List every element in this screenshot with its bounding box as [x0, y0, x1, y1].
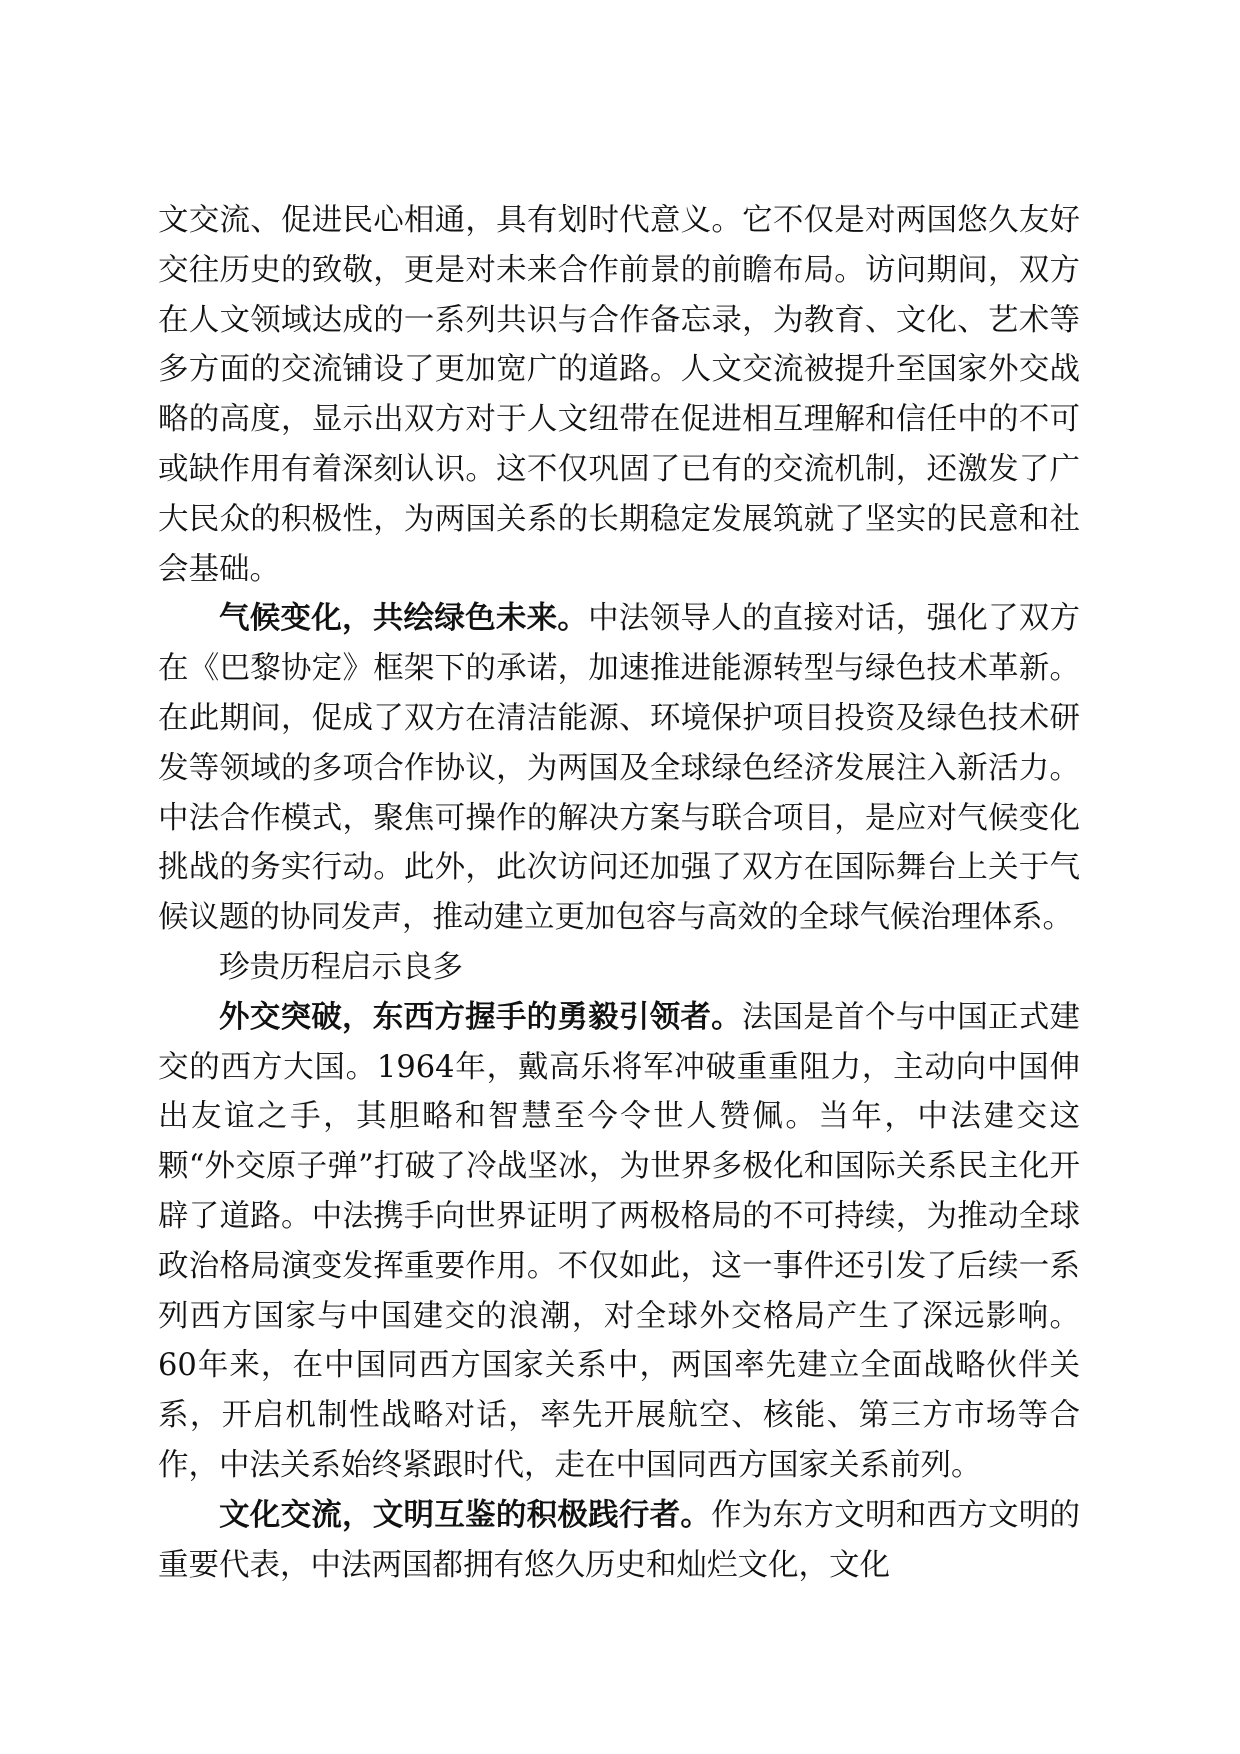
section-heading: 珍贵历程启示良多: [219, 949, 463, 985]
document-page: [158, 196, 1080, 1590]
paragraph-lead-bold: 外交突破，东西方握手的勇毅引领者。: [219, 998, 742, 1035]
paragraph-text: 法国是首个与中国正式建交的西方大国。1964年，戴高乐将军冲破重重阻力，主动向中国伸出友谊之手，其胆略和智慧至今令世人赞佩。当年，中法建交这颗“外交原子弹”打破了冷战坚冰，为世界多极化和国际关系民主化开辟了道路。中法携手向世界证明了两极格局的不可持续，为推动全球政治格局演变发挥重要作用。不仅如此，这一事件还引发了后续一系列西方国家与中国建交的浪潮，对全球外交格局产生了深远影响。60年来，在中国同西方国家关系中，两国率先建立全面战略伙伴关系，开启机制性战略对话，率先开展航空、核能、第三方市场等合作，中法关系始终紧跟时代，走在中国同西方国家关系前列。: [158, 999, 1080, 1483]
body-paragraph-diplomacy: [158, 993, 1080, 1491]
paragraph-lead-bold: 气候变化，共绘绿色未来。: [219, 600, 589, 637]
body-paragraph-continuation: [158, 196, 1080, 594]
body-paragraph-culture: [158, 1491, 1080, 1591]
paragraph-lead-bold: 文化交流，文明互鉴的积极践行者。: [219, 1496, 712, 1533]
body-paragraph-climate: [158, 594, 1080, 943]
paragraph-text: 中法领导人的直接对话，强化了双方在《巴黎协定》框架下的承诺，加速推进能源转型与绿色技术革新。在此期间，促成了双方在清洁能源、环境保护项目投资及绿色技术研发等领域的多项合作协议，为两国及全球绿色经济发展注入新活力。中法合作模式，聚焦可操作的解决方案与联合项目，是应对气候变化挑战的务实行动。此外，此次访问还加强了双方在国际舞台上关于气候议题的协同发声，推动建立更加包容与高效的全球气候治理体系。: [158, 601, 1081, 936]
paragraph-text: 作为东方文明和西方文明的重要代表，中法两国都拥有悠久历史和灿烂文化，文化: [158, 1497, 1081, 1583]
paragraph-text: 文交流、促进民心相通，具有划时代意义。它不仅是对两国悠久友好交往历史的致敬，更是对未来合作前景的前瞻布局。访问期间，双方在人文领域达成的一系列共识与合作备忘录，为教育、文化、艺术等多方面的交流铺设了更加宽广的道路。人文交流被提升至国家外交战略的高度，显示出双方对于人文纽带在促进相互理解和信任中的不可或缺作用有着深刻认识。这不仅巩固了已有的交流机制，还激发了广大民众的积极性，为两国关系的长期稳定发展筑就了坚实的民意和社会基础。: [158, 203, 1080, 587]
